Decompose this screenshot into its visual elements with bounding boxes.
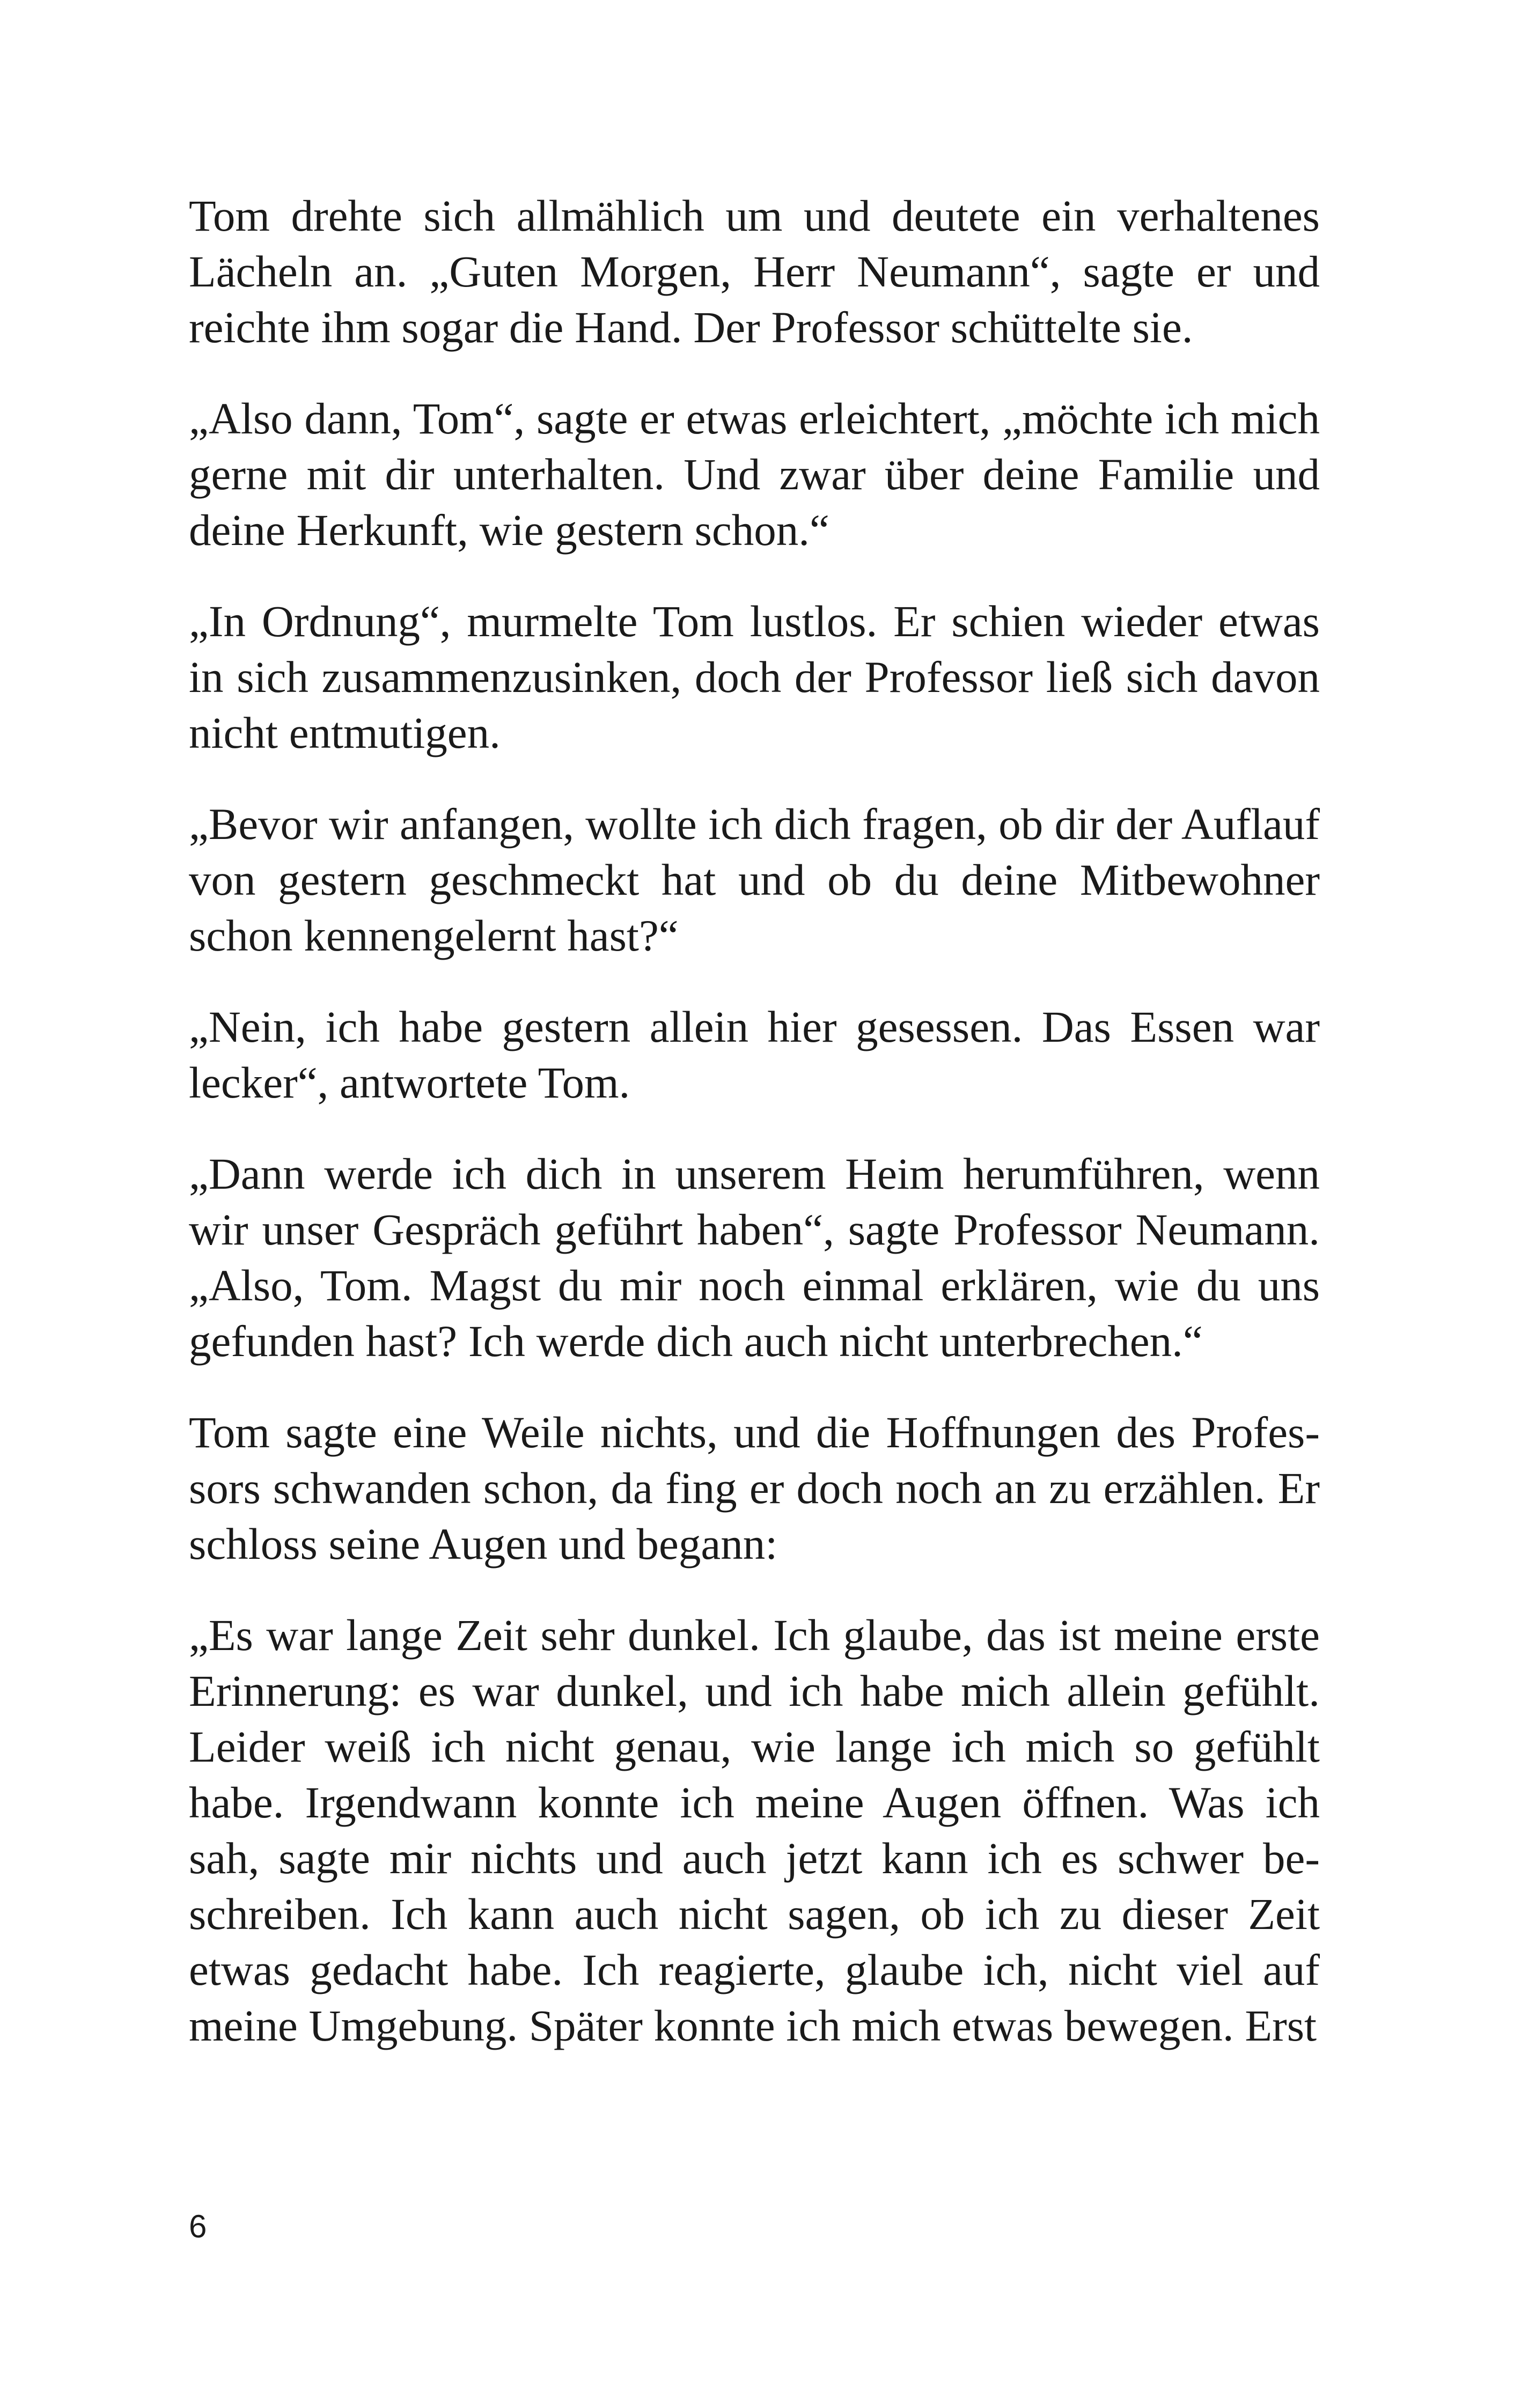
paragraph-8: „Es war lange Zeit sehr dunkel. Ich glaube, das ist meine erste Erinnerung: es war dunkel, und ich habe mich allein gefühlt. Leider weiß ich nicht genau, wie lange ich mich so gefühlt habe. Irgendwann konnte ich meine Augen öffnen. Was ich sah, sagte mir nichts und auch jetzt kann ich es schwer beschreiben. Ich kann auch nicht sagen, ob ich zu dieser Zeit etwas gedacht habe. Ich reagierte, glaube ich, nicht viel auf meine Umgebung. Später konnte ich mich etwas bewegen. Erst (189, 1610, 1320, 2050)
paragraph-4: „Bevor wir anfangen, wollte ich dich fragen, ob dir der Auflauf von gestern geschmeckt hat und ob du deine Mitbewohner schon kennengelernt hast?“ (189, 799, 1320, 960)
paragraph-1: Tom drehte sich allmählich um und deutete ein verhaltenes Lächeln an. „Guten Morgen, Herr Neumann“, sagte er und reichte ihm sogar die Hand. Der Professor schüttelte sie. (189, 191, 1320, 352)
paragraph-6: „Dann werde ich dich in unserem Heim herumführen, wenn wir unser Gespräch geführt haben“, sagte Professor Neumann. „Also, Tom. Magst du mir noch einmal erklären, wie du uns gefunden hast? Ich werde dich auch nicht unterbrechen.“ (189, 1149, 1320, 1366)
paragraph-7: Tom sagte eine Weile nichts, und die Hoffnungen des Professors schwanden schon, da fing er doch noch an zu erzählen. Er schloss seine Augen und begann: (189, 1408, 1320, 1568)
page-number: 6 (189, 2208, 207, 2244)
paragraph-5: „Nein, ich habe gestern allein hier gesessen. Das Essen war lecker“, antwortete Tom. (189, 1002, 1320, 1107)
body-text (189, 188, 1320, 2053)
paragraph-2: „Also dann, Tom“, sagte er etwas erleichtert, „möchte ich mich gerne mit dir unterhalten. Und zwar über deine Familie und deine Herkunft, wie gestern schon.“ (189, 394, 1320, 555)
paragraph-3: „In Ordnung“, murmelte Tom lustlos. Er schien wieder etwas in sich zusammenzusinken, doch der Professor ließ sich davon nicht entmutigen. (189, 597, 1320, 757)
